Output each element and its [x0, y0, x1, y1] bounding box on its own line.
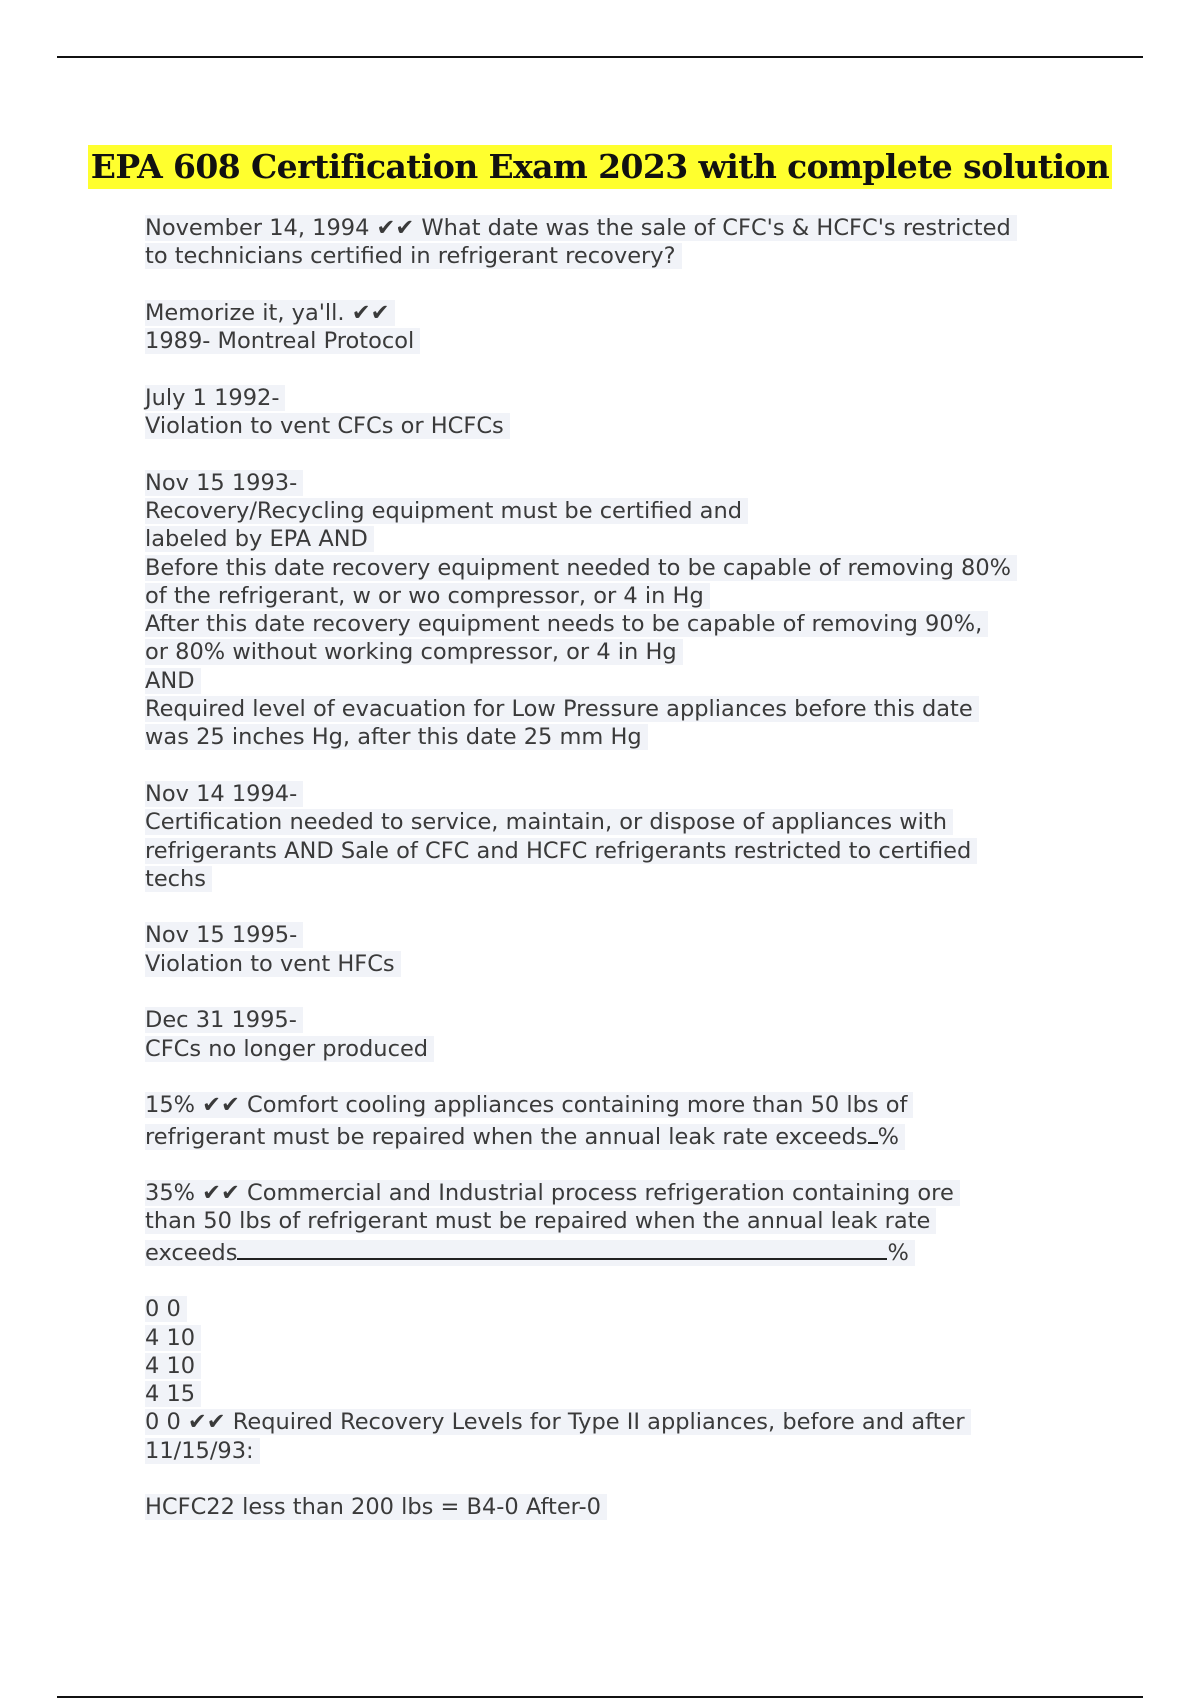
text-line: than 50 lbs of refrigerant must be repaired when the annual leak rate: [145, 1208, 936, 1234]
text-line: AND: [145, 668, 201, 694]
qa-entry-sale-restriction: [145, 214, 1085, 271]
fill-in-blank: [868, 1120, 878, 1144]
text-line: 4 15: [145, 1381, 201, 1407]
text-line: labeled by EPA AND: [145, 526, 374, 552]
qa-entry-comfort-cooling: [145, 1091, 1085, 1151]
text-line: was 25 inches Hg, after this date 25 mm Hg: [145, 724, 648, 750]
timeline-entry-1995-hfc: [145, 921, 1085, 978]
text-line: Violation to vent CFCs or HCFCs: [145, 413, 510, 439]
text-line: HCFC22 less than 200 lbs = B4-0 After-0: [145, 1494, 607, 1520]
text-line: 0 0: [145, 1296, 187, 1322]
text-line: 4 10: [145, 1325, 201, 1351]
text-line: exceeds: [145, 1239, 238, 1266]
text-line: techs: [145, 866, 212, 892]
text-line: to technicians certified in refrigerant recovery?: [145, 243, 682, 269]
timeline-entry-1995-cfc: [145, 1006, 1085, 1063]
text-line: refrigerant must be repaired when the annual leak rate exceeds: [145, 1123, 868, 1150]
text-line: Memorize it, ya'll. ✔✔: [145, 300, 395, 326]
qa-entry-recovery-levels: [145, 1295, 1085, 1465]
title-container: [0, 145, 1200, 189]
text-line: CFCs no longer produced: [145, 1036, 434, 1062]
timeline-entry-1992: [145, 384, 1085, 441]
text-line: Nov 15 1995-: [145, 922, 303, 948]
text-line: Nov 15 1993-: [145, 470, 303, 496]
text-line: Certification needed to service, maintain, or dispose of appliances with: [145, 809, 953, 835]
document-body: [145, 214, 1085, 1550]
text-line: Before this date recovery equipment needed to be capable of removing 80%: [145, 555, 1017, 581]
text-line: Nov 14 1994-: [145, 781, 303, 807]
text-line: November 14, 1994 ✔✔ What date was the sale of CFC's & HCFC's restricted: [145, 215, 1017, 241]
text-line: Dec 31 1995-: [145, 1007, 303, 1033]
text-line: July 1 1992-: [145, 385, 285, 411]
percent-sign: %: [887, 1239, 909, 1266]
text-line: 35% ✔✔ Commercial and Industrial process refrigeration containing ore: [145, 1180, 960, 1206]
text-line: 4 10: [145, 1353, 201, 1379]
top-rule: [57, 56, 1143, 58]
document-title: EPA 608 Certification Exam 2023 with complete solution: [88, 145, 1112, 189]
timeline-entry-1994: [145, 780, 1085, 893]
text-line: Violation to vent HFCs: [145, 951, 401, 977]
text-line: 0 0 ✔✔ Required Recovery Levels for Type II appliances, before and after: [145, 1409, 971, 1435]
text-line: 1989- Montreal Protocol: [145, 328, 420, 354]
qa-entry-montreal-protocol: [145, 299, 1085, 356]
text-line: Recovery/Recycling equipment must be certified and: [145, 498, 748, 524]
text-line: Required level of evacuation for Low Pressure appliances before this date: [145, 696, 979, 722]
text-line: of the refrigerant, w or wo compressor, or 4 in Hg: [145, 583, 710, 609]
text-line: 11/15/93:: [145, 1438, 260, 1464]
fill-in-blank: [237, 1236, 887, 1260]
timeline-entry-1993: [145, 469, 1085, 752]
text-line: or 80% without working compressor, or 4 in Hg: [145, 639, 683, 665]
percent-sign: %: [877, 1123, 900, 1150]
bottom-rule: [57, 1696, 1143, 1698]
text-line: refrigerants AND Sale of CFC and HCFC refrigerants restricted to certified: [145, 838, 977, 864]
qa-entry-commercial-refrigeration: [145, 1179, 1085, 1267]
qa-entry-hcfc22: [145, 1493, 1085, 1521]
text-line: 15% ✔✔ Comfort cooling appliances containing more than 50 lbs of: [145, 1092, 913, 1118]
text-line: After this date recovery equipment needs to be capable of removing 90%,: [145, 611, 988, 637]
